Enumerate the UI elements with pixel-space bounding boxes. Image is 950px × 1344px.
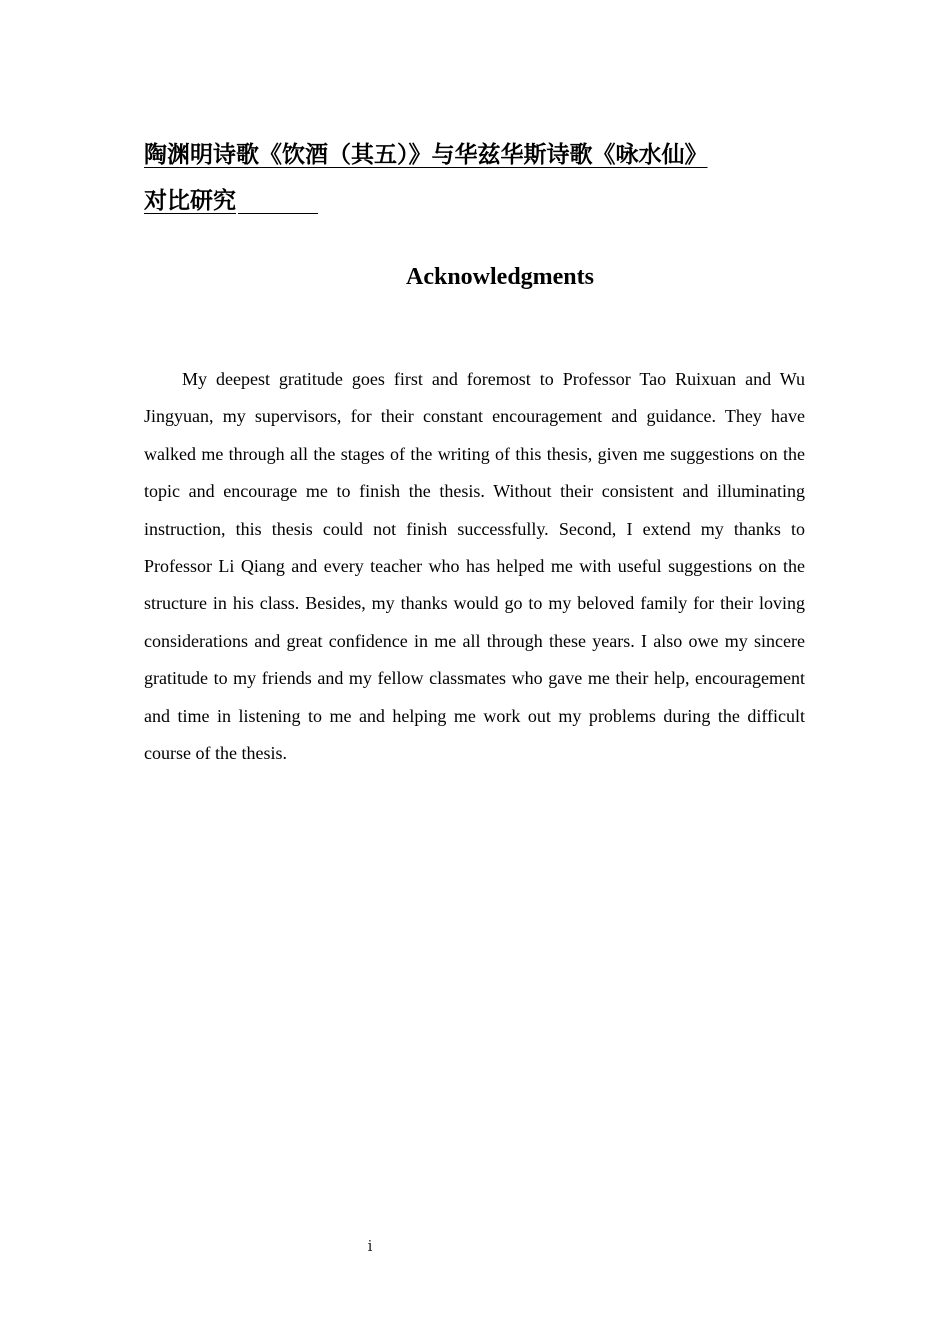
header-title-line-1 [144,132,806,178]
header-title-text-2: 对比研究 [144,187,236,214]
header-underline-tail [238,212,318,214]
running-header-title [144,132,806,224]
acknowledgments-paragraph: My deepest gratitude goes first and foremost to Professor Tao Ruixuan and Wu Jingyuan, my supervisors, for their constant encouragement and guidance. They have walked me through all the stages of the writing of this thesis, given me suggestions on the topic and encourage me to finish the thesis. Without their consistent and illuminating instruction, this thesis could not finish successfully. Second, I extend my thanks to Professor Li Qiang and every teacher who has helped me with useful suggestions on the structure in his class. Besides, my thanks would go to my beloved family for their loving considerations and great confidence in me all through these years. I also owe my sincere gratitude to my friends and my fellow classmates who gave me their help, encouragement and time in listening to me and helping me work out my problems during the difficult course of the thesis. [144,369,805,764]
section-heading: Acknowledgments [405,264,594,290]
header-title-line-2 [144,178,806,224]
page-number: i [367,1237,373,1255]
header-title-text-1: 陶渊明诗歌《饮酒（其五）》与华兹华斯诗歌《咏水仙》 [144,141,708,168]
